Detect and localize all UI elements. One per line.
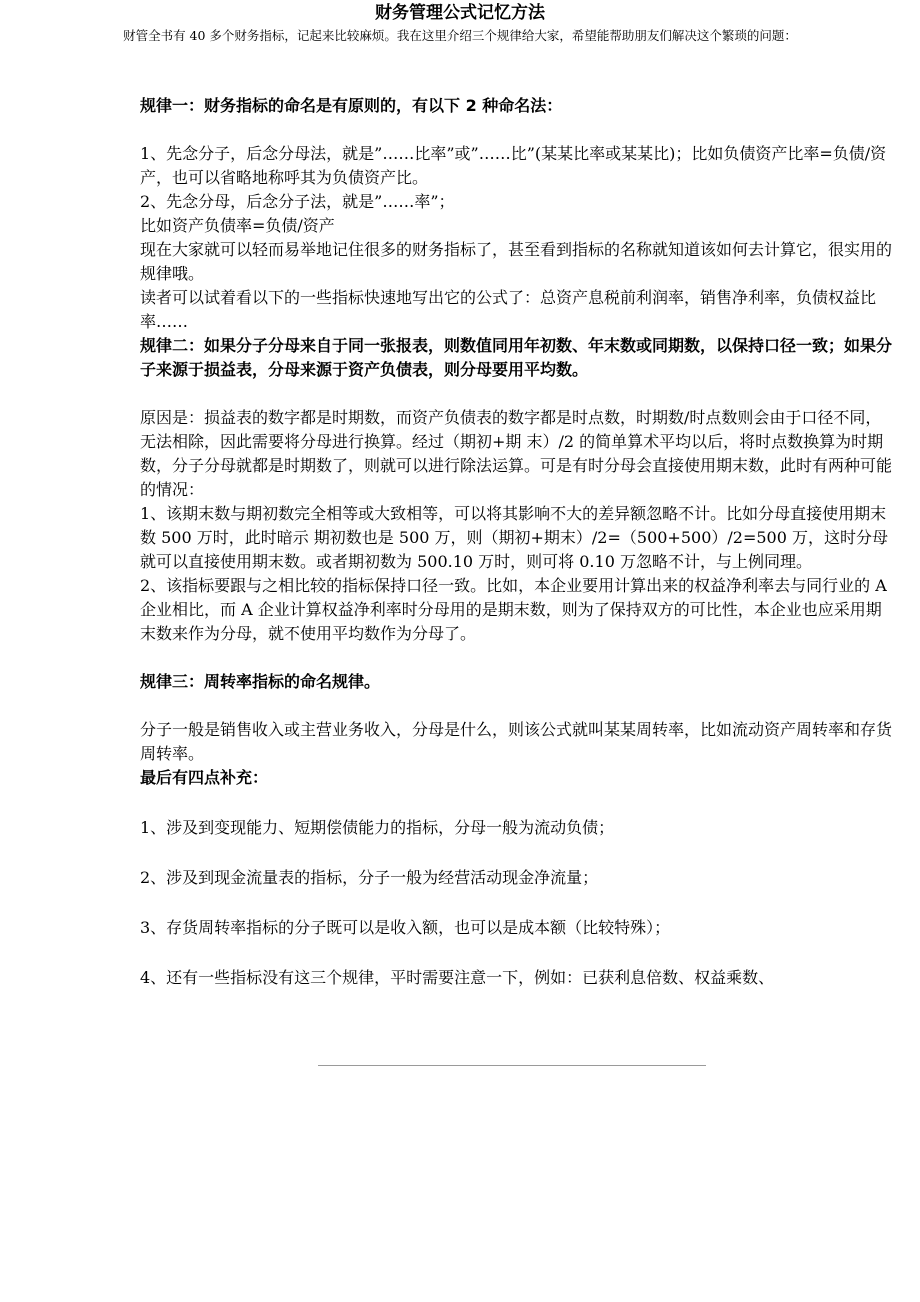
supplement-heading: 最后有四点补充： xyxy=(140,768,269,787)
spacer xyxy=(140,840,895,866)
rule3-heading: 规律三：周转率指标的命名规律。 xyxy=(140,672,381,691)
spacer xyxy=(140,890,895,916)
spacer xyxy=(140,646,895,670)
rule1-paragraph-4: 现在大家就可以轻而易举地记住很多的财务指标了，甚至看到指标的名称就知道该如何去计算它，很实用的规律哦。 xyxy=(140,240,893,283)
document-body xyxy=(140,94,895,990)
rule2-paragraph-3: 2、该指标要跟与之相比较的指标保持口径一致。比如，本企业要用计算出来的权益净利率去与同行业的 A 企业相比，而 A 企业计算权益净利率时分母用的是期末数，则为了保持双方的可比性，本企业也应采用期末数来作为分母，就不使用平均数作为分母了。 xyxy=(140,576,887,643)
rule1-paragraph-5: 读者可以试着看以下的一些指标快速地写出它的公式了：总资产息税前利润率，销售净利率，负债权益比率…… xyxy=(140,288,877,331)
spacer xyxy=(140,118,895,142)
spacer xyxy=(140,694,895,718)
spacer xyxy=(140,382,895,406)
rule1-paragraph-2: 2、先念分母，后念分子法，就是”……率”； xyxy=(140,192,455,211)
rule1-paragraph-3: 比如资产负债率=负债/资产 xyxy=(140,216,335,235)
spacer xyxy=(140,790,895,816)
supplement-item-2: 2、涉及到现金流量表的指标，分子一般为经营活动现金净流量； xyxy=(140,868,599,887)
rule2-paragraph-2: 1、该期末数与期初数完全相等或大致相等，可以将其影响不大的差异额忽略不计。比如分母直接使用期末数 500 万时，此时暗示 期初数也是 500 万，则（期初+期末）/2=（500+500）/2=500 万，这时分母就可以直接使用期末数。或者期初数为 500.10 万时，则可将 0.10 万忽略不计，与上例同理。 xyxy=(140,504,888,571)
rule2-heading: 规律二：如果分子分母来自于同一张报表，则数值同用年初数、年末数或同期数，以保持口径一致；如果分子来源于损益表，分母来源于资产负债表，则分母要用平均数。 xyxy=(140,336,893,379)
rule1-heading: 规律一：财务指标的命名是有原则的，有以下 2 种命名法： xyxy=(140,96,563,115)
supplement-item-3: 3、存货周转率指标的分子既可以是收入额，也可以是成本额（比较特殊）； xyxy=(140,918,671,937)
rule3-paragraph-1: 分子一般是销售收入或主营业务收入，分母是什么，则该公式就叫某某周转率，比如流动资产周转率和存货周转率。 xyxy=(140,720,893,763)
spacer xyxy=(140,940,895,966)
supplement-item-4: 4、还有一些指标没有这三个规律，平时需要注意一下，例如：已获利息倍数、权益乘数、 xyxy=(140,968,775,987)
supplement-item-1: 1、涉及到变现能力、短期偿债能力的指标，分母一般为流动负债； xyxy=(140,818,615,837)
rule2-paragraph-1: 原因是：损益表的数字都是时期数，而资产负债表的数字都是时点数，时期数/时点数则会由于口径不同，无法相除，因此需要将分母进行换算。经过（期初+期 末）/2 的简单算术平均以后，将时点数换算为时期数，分子分母就都是时期数了，则就可以进行除法运算。可是有时分母会直接使用期末数，此时有两种可能的情况： xyxy=(140,408,893,499)
document-title: 财务管理公式记忆方法 xyxy=(375,3,545,23)
page-divider xyxy=(318,1065,706,1066)
document-intro: 财管全书有 40 多个财务指标，记起来比较麻烦。我在这里介绍三个规律给大家，希望能帮助朋友们解决这个繁琐的问题： xyxy=(123,28,797,43)
rule1-paragraph-1: 1、先念分子，后念分母法，就是”……比率”或”……比”(某某比率或某某比)；比如负债资产比率=负债/资产，也可以省略地称呼其为负债资产比。 xyxy=(140,144,887,187)
